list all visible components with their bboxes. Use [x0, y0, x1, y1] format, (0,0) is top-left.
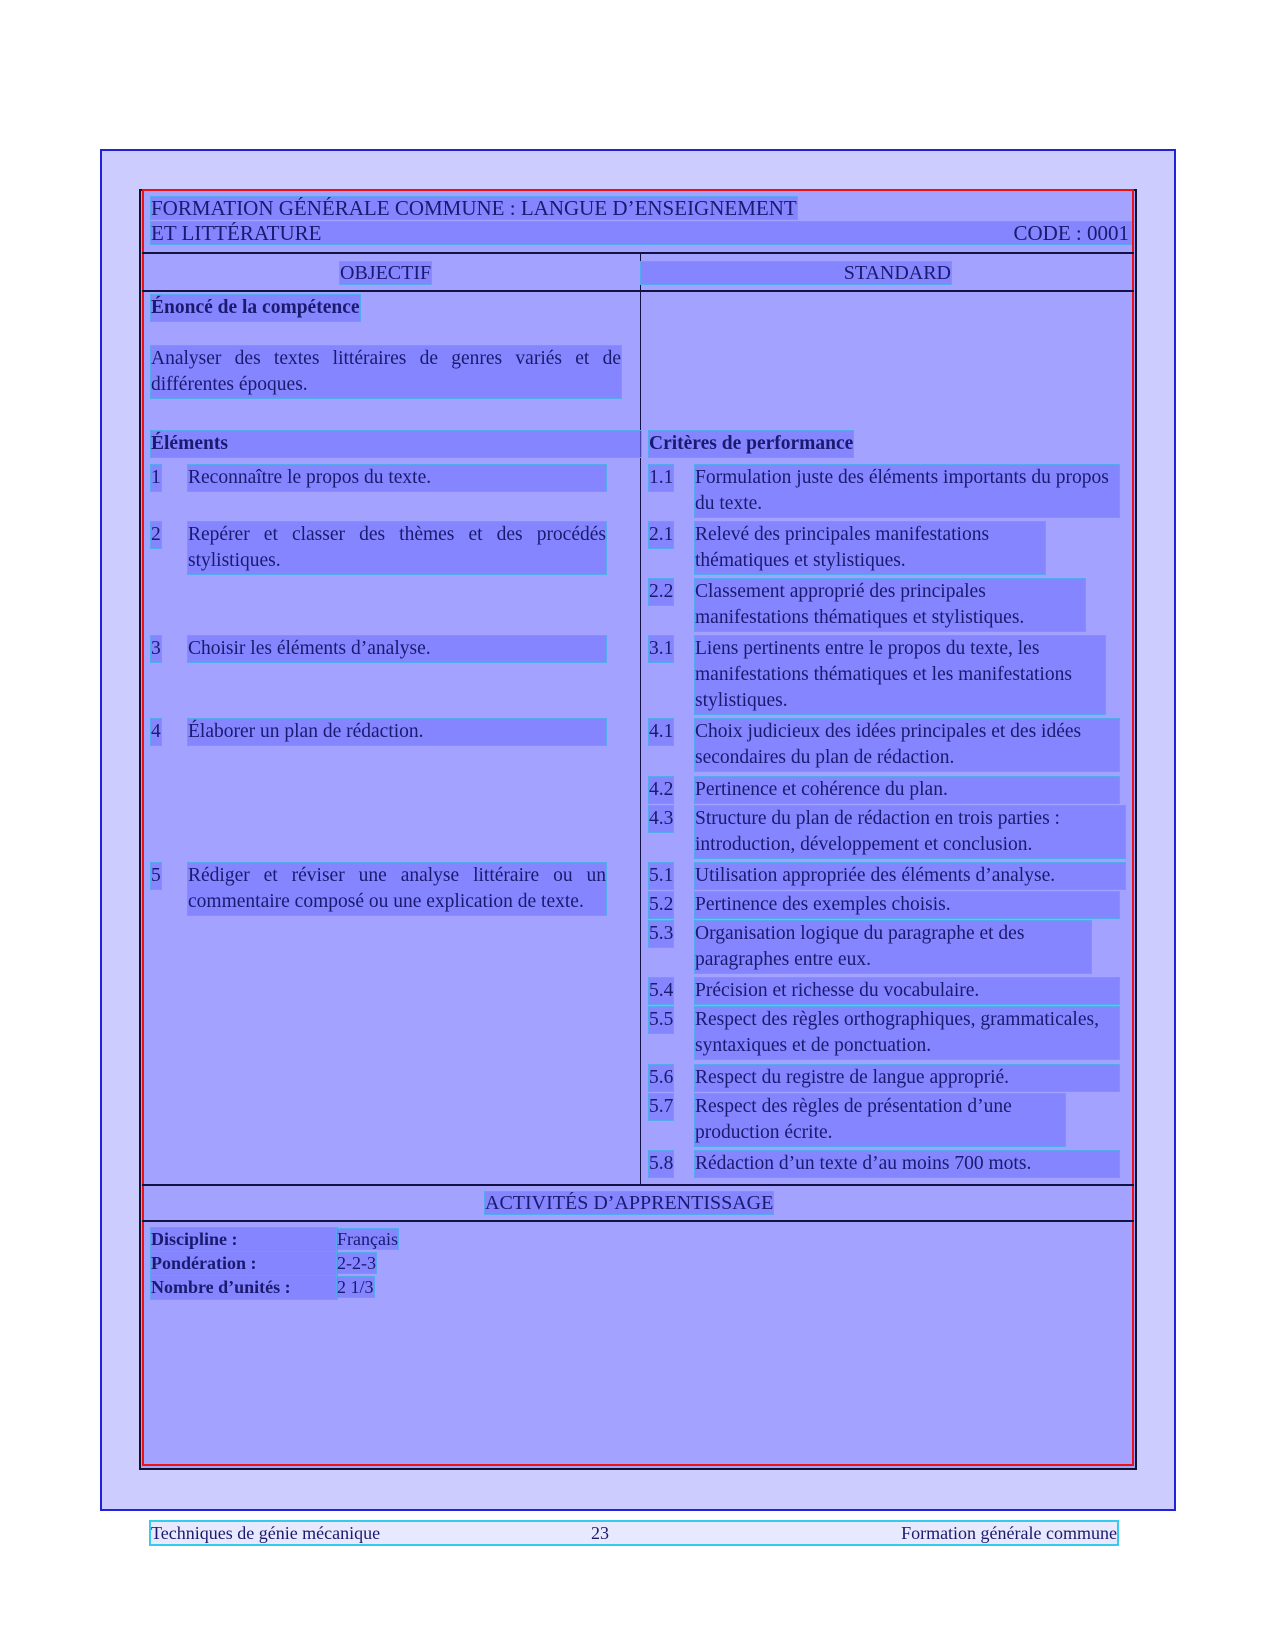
activities-top-divider — [142, 1184, 1134, 1186]
page-number: 23 — [591, 1523, 609, 1543]
competency-heading: Énoncé de la compétence — [151, 295, 360, 321]
criterion-number: 4.2 — [649, 777, 673, 803]
criterion-text: Relevé des principales manifestations thématiques et stylistiques. — [695, 522, 1045, 574]
footer-program: Techniques de génie mécanique — [151, 1523, 381, 1543]
criterion-number: 5.5 — [649, 1007, 673, 1033]
element-text: Reconnaître le propos du texte. — [188, 465, 606, 491]
activity-label: Nombre d’unités : — [151, 1276, 337, 1299]
element-number: 4 — [151, 719, 161, 745]
criterion-text: Utilisation appropriée des éléments d’analyse. — [695, 863, 1125, 889]
criterion-number: 4.3 — [649, 806, 673, 832]
activity-value: Français — [337, 1229, 398, 1249]
criterion-number: 5.7 — [649, 1094, 673, 1120]
element-item — [151, 522, 606, 574]
element-number: 3 — [151, 636, 161, 662]
criterion-text: Formulation juste des éléments importants du propos du texte. — [695, 465, 1119, 517]
criterion-text: Pertinence des exemples choisis. — [695, 892, 1119, 918]
course-code: CODE : 0001 — [1013, 221, 1129, 245]
criterion-number: 5.8 — [649, 1151, 673, 1177]
criterion-text: Pertinence et cohérence du plan. — [695, 777, 1119, 803]
activity-row-units — [151, 1276, 374, 1299]
header-divider — [142, 252, 1134, 254]
column-divider — [640, 252, 641, 1184]
criterion-text: Choix judicieux des idées principales et des idées secondaires du plan de rédaction. — [695, 719, 1119, 771]
criterion-text: Rédaction d’un texte d’au moins 700 mots. — [695, 1151, 1119, 1177]
criterion-text: Respect du registre de langue approprié. — [695, 1065, 1119, 1091]
header-title-line2: ET LITTÉRATURE — [151, 221, 322, 245]
criterion-text: Liens pertinents entre le propos du texte, les manifestations thématiques et les manifestations stylistiques. — [695, 636, 1105, 714]
element-text: Repérer et classer des thèmes et des procédés stylistiques. — [188, 522, 606, 574]
criterion-text: Respect des règles orthographiques, grammaticales, syntaxiques et de ponctuation. — [695, 1007, 1119, 1059]
criterion-text: Structure du plan de rédaction en trois parties : introduction, développement et conclusion. — [695, 806, 1125, 858]
criterion-number: 4.1 — [649, 719, 673, 745]
criterion-text: Classement approprié des principales manifestations thématiques et stylistiques. — [695, 579, 1085, 631]
criterion-text: Précision et richesse du vocabulaire. — [695, 978, 1119, 1004]
criterion-number: 2.1 — [649, 522, 673, 548]
criterion-number: 2.2 — [649, 579, 673, 605]
activity-row-discipline — [151, 1228, 398, 1251]
element-item — [151, 863, 606, 941]
activities-heading: ACTIVITÉS D’APPRENTISSAGE — [485, 1192, 774, 1214]
criterion-number: 3.1 — [649, 636, 673, 662]
activities-divider — [142, 1220, 1134, 1222]
criterion-number: 1.1 — [649, 465, 673, 491]
header-title-line2-bar — [151, 222, 1131, 244]
element-text: Élaborer un plan de rédaction. — [188, 719, 606, 745]
element-item — [151, 465, 606, 491]
criterion-number: 5.3 — [649, 921, 673, 947]
criterion-text: Organisation logique du paragraphe et des paragraphes entre eux. — [695, 921, 1091, 973]
criterion-text: Respect des règles de présentation d’une production écrite. — [695, 1094, 1065, 1146]
activity-value: 2-2-3 — [337, 1253, 376, 1273]
activity-label: Discipline : — [151, 1228, 337, 1251]
header-title-line1: FORMATION GÉNÉRALE COMMUNE : LANGUE D’ENSEIGNEMENT — [151, 196, 797, 220]
criteria-heading: Critères de performance — [649, 431, 853, 457]
criterion-number: 5.2 — [649, 892, 673, 918]
element-number: 5 — [151, 863, 161, 889]
objective-column-header: OBJECTIF — [340, 262, 432, 284]
elements-heading: Éléments — [151, 431, 641, 457]
column-header-divider — [142, 290, 1134, 292]
criterion-number: 5.1 — [649, 863, 673, 889]
element-item — [151, 719, 606, 745]
footer-section: Formation générale commune — [901, 1523, 1117, 1543]
element-item — [151, 636, 606, 662]
activity-row-weighting — [151, 1252, 376, 1275]
element-number: 2 — [151, 522, 161, 548]
element-text: Choisir les éléments d’analyse. — [188, 636, 606, 662]
element-number: 1 — [151, 465, 161, 491]
standard-column-header: STANDARD — [641, 262, 951, 284]
competency-statement: Analyser des textes littéraires de genres variés et de différentes époques. — [151, 346, 621, 398]
activity-value: 2 1/3 — [337, 1277, 374, 1297]
criterion-number: 5.4 — [649, 978, 673, 1004]
activity-label: Pondération : — [151, 1252, 337, 1275]
criterion-number: 5.6 — [649, 1065, 673, 1091]
element-text: Rédiger et réviser une analyse littéraire ou un commentaire composé ou une explication de texte. — [188, 863, 606, 915]
page-footer — [151, 1522, 1117, 1544]
